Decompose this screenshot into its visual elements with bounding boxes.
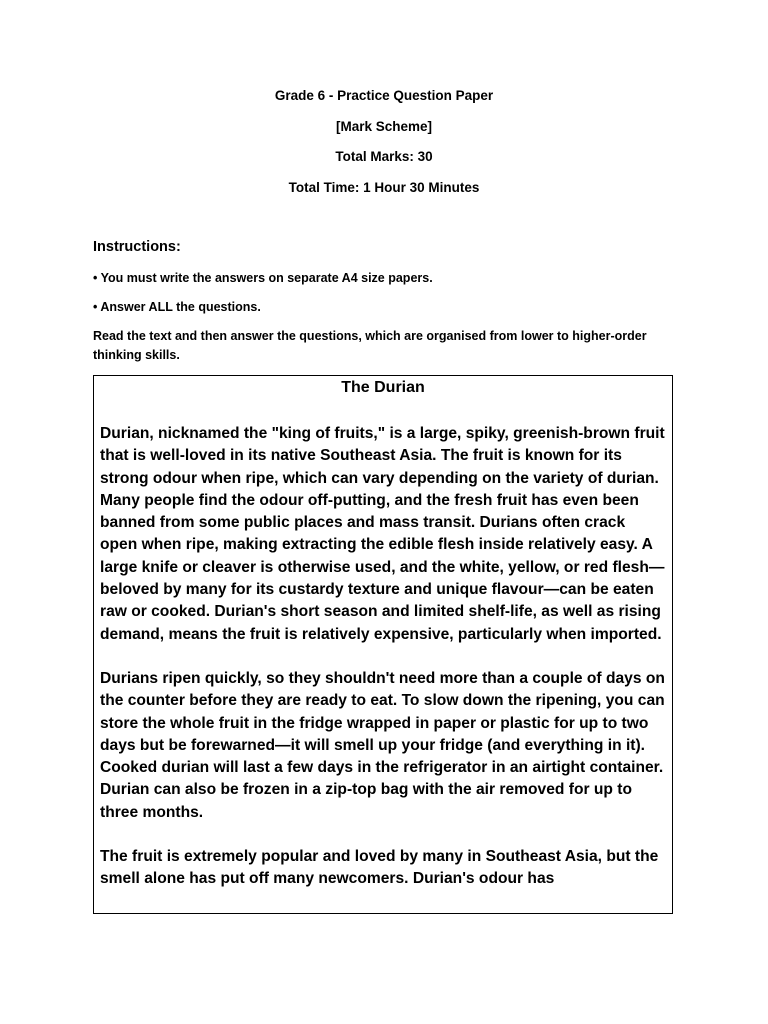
paper-title: Grade 6 - Practice Question Paper: [274, 88, 494, 103]
passage-paragraph: The fruit is extremely popular and loved by many in Southeast Asia, but the smell alone has put off many newcomers. Durian's odour has: [100, 848, 659, 888]
paper-subtitle: [Mark Scheme]: [335, 118, 433, 134]
paper-header: [0, 86, 768, 208]
passage-paragraph: Durians ripen quickly, so they shouldn't need more than a couple of days on the counter before they are ready to eat. To slow down the ripening, you can store the whole fruit in the fridge wrapped in paper or plastic for up to two days but be forewarned—it will smell up your fridge (and everything in it). Cooked durian will last a few days in the refrigerator in an airtight container. Durian can also be frozen in a zip-top bag with the air removed for up to three months.: [100, 669, 665, 821]
total-marks: Total Marks: 30: [335, 149, 433, 165]
passage-paragraph: Durian, nicknamed the "king of fruits," is a large, spiky, greenish-brown fruit that is well-loved in its native Southeast Asia. The fruit is known for its strong odour when ripe, which can vary depending on the variety of durian. Many people find the odour off-putting, and the fresh fruit has even been banned from some public places and mass transit. Durians often crack open when ripe, making extracting the edible flesh inside relatively easy. A large knife or cleaver is otherwise used, and the white, yellow, or red flesh—beloved by many for its custardy texture and unique flavour—can be eaten raw or cooked. Durian's short season and limited shelf-life, as well as rising demand, means the fruit is relatively expensive, particularly when imported.: [100, 425, 665, 643]
reading-instruction: Read the text and then answer the questions, which are organised from lower to higher-order thinking skills.: [93, 329, 647, 362]
instruction-item: • Answer ALL the questions.: [93, 300, 261, 314]
instructions-heading: Instructions:: [93, 239, 181, 255]
passage-box: [93, 375, 673, 914]
total-time: Total Time: 1 Hour 30 Minutes: [288, 179, 480, 195]
instruction-item: • You must write the answers on separate A4 size papers.: [93, 271, 433, 285]
passage-title: The Durian: [341, 379, 425, 396]
